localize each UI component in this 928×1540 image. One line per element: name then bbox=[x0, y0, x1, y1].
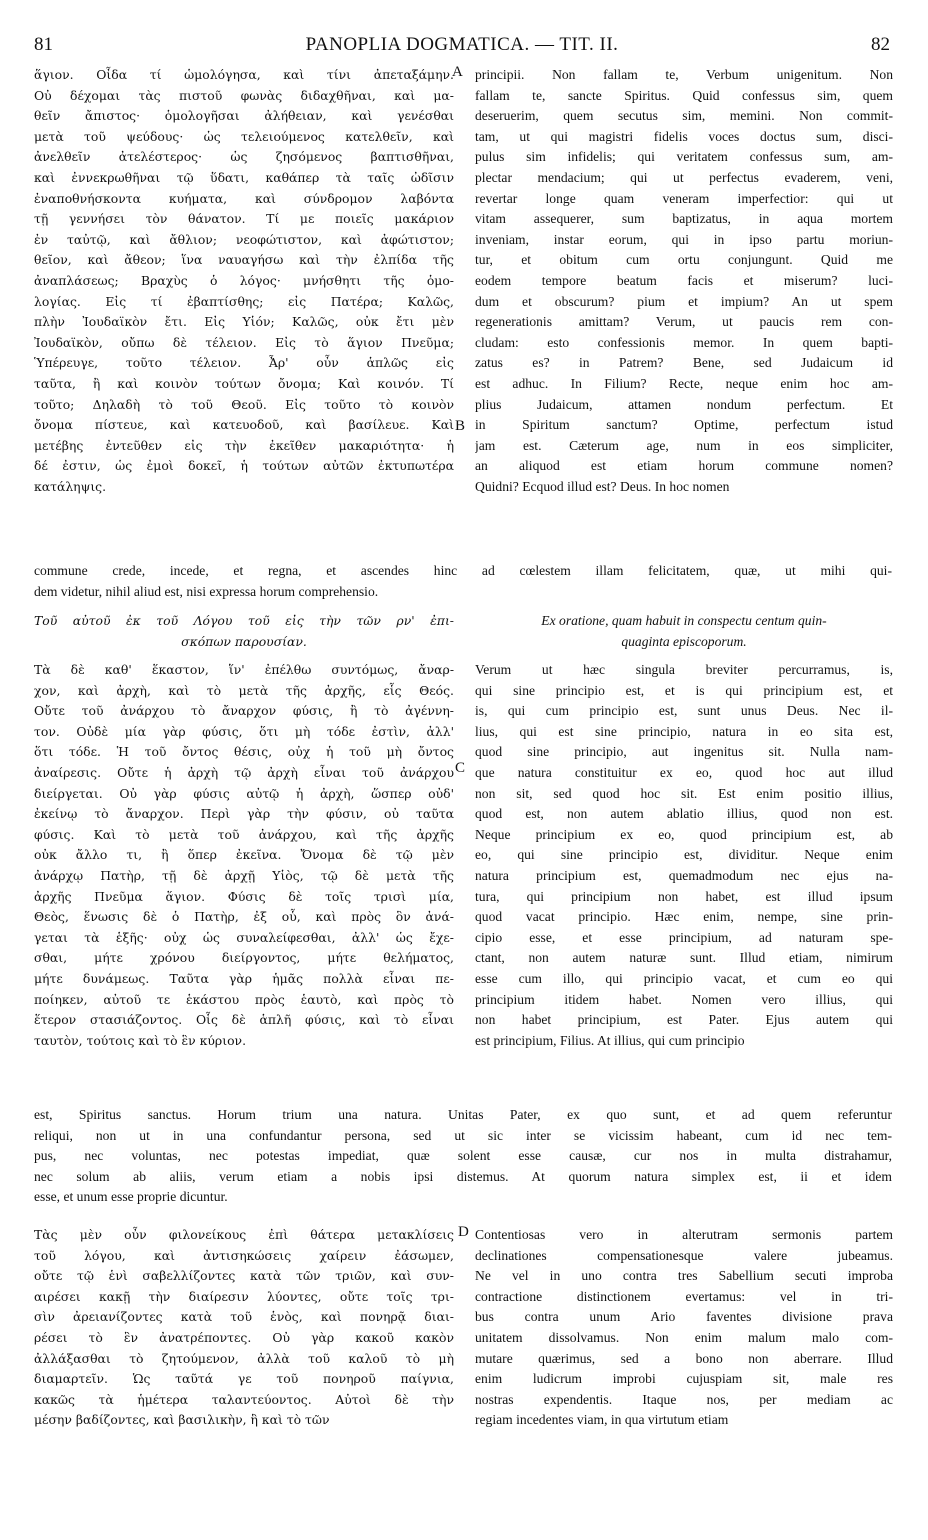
greek-text-line: Ὑπέρευγε, τοῦτο τέλειον. Ἆρ' οὖν ἁπλῶς εἰς bbox=[34, 355, 454, 371]
greek-text-line: ὄνομα πίστευε, καὶ κατευοδοῦ, καὶ βασίλευε. Καὶ bbox=[34, 417, 454, 433]
latin-text-line: nec solum ab aliis, verum etiam a nobis ipsi distemus. At quorum natura simplex est, ii et idem bbox=[34, 1168, 892, 1184]
latin-column-section-2 bbox=[475, 661, 893, 1052]
latin-text-line: contractione distinctionem evertamus: vel in tri- bbox=[475, 1288, 893, 1304]
greek-text-line: τοῦτο; Δηλαδὴ τὸ τοῦ Θεοῦ. Εἰς τοῦτο τὸ κοινὸν bbox=[34, 396, 454, 412]
latin-text-line: plius Judaicum, attamen nondum perfectum. Et bbox=[475, 396, 893, 412]
latin-text-line: Verum ut hæc singula breviter percurramus, is, bbox=[475, 662, 893, 677]
greek-text-line: τον. Οὐδὲ μία γὰρ φύσις, ὅτι μὴ τόδε ἐστὶν, ἀλλ' bbox=[34, 723, 454, 739]
latin-text-line: est, Spiritus sanctus. Horum trium una natura. Unitas Pater, ex quo sunt, et ad quem referuntur bbox=[34, 1107, 892, 1122]
greek-section-heading bbox=[34, 612, 454, 653]
latin-text-line: esse cum illo, qui principio vacat, et cum eo qui bbox=[475, 970, 893, 986]
greek-text-line: Τὰ δὲ καθ' ἕκαστον, ἵν' ἐπέλθω συντόμως, ἄναρ- bbox=[34, 662, 454, 677]
latin-text-line: tam, ut qui magistri fidelis voces doctus sum, disci- bbox=[475, 128, 893, 144]
greek-text-line: ταῦτα, ἢ καὶ κοινὸν τούτων ὄνομα; Καὶ κοινόν. Τί bbox=[34, 375, 454, 391]
latin-text-line: unitatem dissolvamus. Non enim malum malo com- bbox=[475, 1329, 893, 1345]
latin-text-line: regiam incedentes viam, in qua virtutum etiam bbox=[475, 1412, 729, 1428]
greek-text-line: κακῶς τὰ ἡμέτερα ταλαντεύοντος. Αὐτοὶ δὲ τὴν bbox=[34, 1391, 454, 1407]
running-header bbox=[34, 34, 890, 58]
latin-text-line: zatus es? in Patrem? Bene, sed Judaicum id bbox=[475, 355, 893, 371]
latin-text-line: dem videtur, nihil aliud est, nisi expressa horum comprehensio. bbox=[34, 583, 379, 599]
latin-text-line: cipio esse, et esse principium, ad naturam spe- bbox=[475, 929, 893, 945]
greek-text-line: ὅτι τόδε. Ἡ τοῦ ὄντος θέσις, οὐχ ἡ τοῦ μὴ ὄντος bbox=[34, 744, 454, 760]
latin-text-line: is, qui cum principio est, sunt unus Deus. Nec il- bbox=[475, 703, 893, 719]
greek-text-line: ταυτὸν, τούτοις καὶ τὸ ἓν κύριον. bbox=[34, 1032, 247, 1048]
latin-text-line: commune crede, incede, et regna, et ascendes hinc ad cœlestem illam felicitatem, quæ, ut mihi qui- bbox=[34, 563, 892, 578]
latin-text-line: principium itidem habet. Nomen vero illius, qui bbox=[475, 991, 893, 1007]
latin-text-line: cludam: esto confessionis memor. In quem bapti- bbox=[475, 334, 893, 350]
latin-text-line: ctant, non autem naturæ sunt. Illud etiam, nimirum bbox=[475, 950, 893, 966]
greek-text-line: ἕτερον στασιάζοντος. Οἷς δὲ ἁπλῆ φύσις, καὶ τὸ εἶναι bbox=[34, 1012, 454, 1028]
latin-text-line: est principium, Filius. At illius, qui cum principio bbox=[475, 1032, 745, 1048]
greek-text-line: μέσην βαδίζοντες, καὶ βασιλικὴν, ἣ καὶ τὸ τῶν bbox=[34, 1412, 330, 1428]
full-width-text-section-1 bbox=[34, 562, 892, 603]
latin-text-line: Contentiosas vero in alterutram sermonis partem bbox=[475, 1227, 893, 1242]
greek-text-line: σθαι, μήτε χρόνου διείργοντος, μήτε θελήματος, bbox=[34, 950, 454, 966]
greek-text-line: ἀνελθεῖν ἀτελέστερος· ὡς ζησόμενος βαπτισθῆναι, bbox=[34, 149, 454, 165]
margin-marker-d: D bbox=[458, 1224, 469, 1240]
latin-heading-line: quaginta episcoporum. bbox=[621, 633, 747, 649]
latin-text-line: Quidni? Ecquod illud est? Deus. In hoc nomen bbox=[475, 478, 730, 494]
greek-text-line: τῇ γεννήσει τὸν θάνατον. Τί με ποιεῖς μακάριον bbox=[34, 211, 454, 227]
latin-column-section-1 bbox=[475, 66, 893, 498]
latin-text-line: in Spiritum sanctum? Optime, perfectum istud bbox=[475, 417, 893, 433]
greek-text-line: κατάληψις. bbox=[34, 478, 107, 494]
greek-text-line: γεται τὰ ἑξῆς· οὐχ ὡς συναλείφεσθαι, ἀλλ' ὡς ἔχε- bbox=[34, 929, 454, 945]
latin-text-line: nostras expendentis. Itaque nos, per mediam ac bbox=[475, 1391, 893, 1407]
latin-text-line: dum et obscurum? pium et impium? An ut spem bbox=[475, 293, 893, 309]
greek-text-line: αιρέσει κακῇ τὴν διαίρεσιν λύοντες, οὔτε τοῖς τρι- bbox=[34, 1288, 454, 1304]
latin-text-line: plectar mendacium; qui ut perfectus evaderem, veni, bbox=[475, 169, 893, 185]
latin-text-line: non habet principium, est Pater. Ejus autem qui bbox=[475, 1012, 893, 1028]
full-width-text-section-2 bbox=[34, 1106, 892, 1209]
page-number-left: 81 bbox=[34, 34, 53, 55]
greek-text-line: ἅγιον. Οἶδα τί ὡμολόγησα, καὶ τίνι ἀπεταξάμην. bbox=[34, 67, 454, 82]
latin-text-line: quod est, non autem ablatio illius, quod non est. bbox=[475, 806, 893, 822]
greek-text-line: ἐκείνῳ τὸ ἄναρχον. Περὶ γὰρ τὴν φύσιν, οὐ ταῦτα bbox=[34, 806, 454, 822]
greek-text-line: ἐν ταὐτῷ, καὶ ἄθλιον; νεοφώτιστον, καὶ ἀφώτιστον; bbox=[34, 231, 454, 247]
latin-text-line: pus, nec voluntas, nec potestas impediat, quæ solent esse causæ, cur nos in multa distrahamur, bbox=[34, 1148, 892, 1164]
greek-text-line: μετὰ τοῦ ψεύδους· ὡς τελειούμενος κατελθεῖν, καὶ bbox=[34, 128, 454, 144]
latin-text-line: revertar longe quam veneram imperfectior: qui ut bbox=[475, 190, 893, 206]
greek-text-line: τοῦ λόγου, καὶ ἀντισηκώσεις χαίρειν ἐάσωμεν, bbox=[34, 1247, 454, 1263]
latin-text-line: regenerationis amittam? Verum, ut paucis rem con- bbox=[475, 314, 893, 330]
greek-text-line: διείργεται. Οὐ γὰρ φύσις αὐτῷ ἡ ἀρχὴ, ὥσπερ οὐδ' bbox=[34, 785, 454, 801]
latin-text-line: qui sine principio est, et is qui principium est, et bbox=[475, 682, 893, 698]
greek-text-line: θεῖον, καὶ ἄθεον; ἵνα ναυαγήσω καὶ τὴν ἐλπίδα τῆς bbox=[34, 252, 454, 268]
greek-text-line: μετέβης ἐντεῦθεν εἰς τὴν ἐκεῖθεν μακαριότητα· ἡ bbox=[34, 437, 454, 453]
latin-text-line: an aliquod est etiam horum commune nomen? bbox=[475, 458, 893, 474]
latin-text-line: pulus sim infidelis; qui veritatem confessus sum, am- bbox=[475, 149, 893, 165]
latin-text-line: declinationes compensationesque valere jubeamus. bbox=[475, 1247, 893, 1263]
greek-text-line: ἀρχῆς Πνεῦμα ἅγιον. Φύσις δὲ τοῖς τρισὶ μία, bbox=[34, 888, 454, 904]
greek-text-line: ἀνάρχῳ Πατὴρ, τῇ δὲ ἀρχῇ Υἱὸς, τῷ δὲ μετὰ τῆς bbox=[34, 867, 454, 883]
latin-text-line: principii. Non fallam te, Verbum unigenitum. Non bbox=[475, 67, 893, 82]
margin-marker-c: C bbox=[455, 760, 466, 776]
latin-column-section-3 bbox=[475, 1226, 893, 1432]
latin-text-line: enim ludicrum improbi cujuspiam sit, male res bbox=[475, 1371, 893, 1387]
greek-text-line: καὶ ἐννεκρωθῆναι τῷ ὕδατι, καθάπερ τὰ ταῖς ὠδῖσιν bbox=[34, 169, 454, 185]
latin-text-line: jam est. Cæterum age, num in eos simpliciter, bbox=[475, 437, 893, 453]
latin-text-line: tura, qui principium non habet, est illud ipsum bbox=[475, 888, 893, 904]
greek-text-line: φύσις. Καὶ τὸ μετὰ τοῦ ἀνάρχου, καὶ τῆς ἀρχῆς bbox=[34, 826, 454, 842]
greek-text-line: λογίας. Εἰς τί ἐβαπτίσθης; εἰς Πατέρα; Καλῶς, bbox=[34, 293, 454, 309]
latin-text-line: est adhuc. In Filium? Recte, neque enim hoc am- bbox=[475, 375, 893, 391]
latin-text-line: deseruerim, quem secutus sim, memini. Non commit- bbox=[475, 108, 893, 124]
latin-text-line: non sit, sed quod hoc sit. Est enim positio illius, bbox=[475, 785, 893, 801]
latin-heading-line: Ex oratione, quam habuit in conspectu centum quin- bbox=[541, 613, 827, 628]
running-title: PANOPLIA DOGMATICA. — TIT. II. bbox=[305, 34, 619, 55]
greek-heading-line: σκόπων παρουσίαν. bbox=[181, 633, 307, 649]
page-number-right: 82 bbox=[871, 34, 890, 55]
latin-text-line: lius, qui est sine principio, natura in eo sita est, bbox=[475, 723, 893, 739]
latin-text-line: Neque principium ex eo, quod principium est, ab bbox=[475, 826, 893, 842]
greek-text-line: πλὴν Ἰουδαϊκὸν ἔτι. Εἰς Υἱόν; Καλῶς, οὐκ ἔτι μὲν bbox=[34, 314, 454, 330]
greek-column-section-2 bbox=[34, 661, 454, 1052]
greek-text-line: ἀλλάξασθαι τὸ ζητούμενον, ἀλλὰ τοῦ καλοῦ τὸ μὴ bbox=[34, 1350, 454, 1366]
latin-text-line: vitam assequerer, sum baptizatus, in aqua mortem bbox=[475, 211, 893, 227]
greek-text-line: Οὐ δέχομαι τὰς πιστοῦ φωνὰς διδαχθῆναι, καὶ μα- bbox=[34, 87, 454, 103]
latin-text-line: reliqui, non ut in una confundantur persona, sed ut sic inter se vicissim habeant, cum id nec tem- bbox=[34, 1127, 892, 1143]
greek-text-line: χον, καὶ ἀρχὴ, καὶ τὸ μετὰ τῆς ἀρχῆς, εἷς Θεός. bbox=[34, 682, 454, 698]
greek-text-line: οὐκ ἄλλο τι, ἢ ὅπερ ἐκεῖνα. Ὄνομα δὲ τῷ μὲν bbox=[34, 847, 454, 863]
greek-text-line: θεῖν ἄπιστος· ὁμολογῆσαι ἀλήθειαν, καὶ γενέσθαι bbox=[34, 108, 454, 124]
greek-text-line: Οὔτε τοῦ ἀνάρχου τὸ ἄναρχον φύσις, ἢ τὸ ἀγέννη- bbox=[34, 703, 454, 719]
latin-text-line: inveniam, instar eorum, qui in ipso partu moriun- bbox=[475, 231, 893, 247]
latin-text-line: quod vacat principio. Hæc enim, nempe, sine prin- bbox=[475, 909, 893, 925]
greek-heading-line: Τοῦ αὐτοῦ ἐκ τοῦ Λόγου τοῦ εἰς τὴν τῶν ρν' ἐπι- bbox=[34, 613, 454, 628]
latin-text-line: esse, et unum esse proprie dicuntur. bbox=[34, 1189, 228, 1205]
greek-text-line: ἀναίρεσις. Οὔτε ἡ ἀρχὴ τῷ ἀρχὴ εἶναι τοῦ ἀνάρχου bbox=[34, 764, 454, 780]
latin-section-heading bbox=[475, 612, 893, 653]
greek-text-line: ἐναποθνήσκοντα κυήματα, καὶ σύνδρομον λαβόντα bbox=[34, 190, 454, 206]
latin-text-line: bus contra unum Ario faventes divisione prava bbox=[475, 1309, 893, 1325]
latin-text-line: eodem tempore beatum facis et miserum? luci- bbox=[475, 272, 893, 288]
margin-marker-a: A bbox=[452, 64, 463, 80]
greek-text-line: Ἰουδαϊκὸν, οὔπω δὲ τέλειον. Εἰς τὸ ἅγιον Πνεῦμα; bbox=[34, 334, 454, 350]
greek-text-line: δέ ἐστιν, ὡς ἐμοὶ δοκεῖ, ἡ τούτων αὐτῶν ἐκτυπωτέρα bbox=[34, 458, 454, 474]
greek-text-line: ρέσει τὸ ἓν ἀνατρέποντες. Οὐ γὰρ κακοῦ κακὸν bbox=[34, 1329, 454, 1345]
latin-text-line: quod sine principio, aut ingenitus sit. Nulla nam- bbox=[475, 744, 893, 760]
latin-text-line: tur, et obitum cum ortu conjungunt. Quid me bbox=[475, 252, 893, 268]
latin-text-line: natura principium est, quemadmodum nec ejus na- bbox=[475, 867, 893, 883]
greek-text-line: Τὰς μὲν οὖν φιλονείκους ἐπὶ θάτερα μετακλίσεις bbox=[34, 1227, 454, 1242]
greek-text-line: οὔτε τῷ ἑνὶ σαβελλίζοντες κατὰ τῶν τριῶν, καὶ συν- bbox=[34, 1268, 454, 1284]
greek-text-line: ποίηκεν, αὐτοῦ τε ἑκάστου πρὸς ἑαυτὸ, καὶ πρὸς τὸ bbox=[34, 991, 454, 1007]
greek-text-line: Θεὸς, ἕνωσις δὲ ὁ Πατὴρ, ἐξ οὗ, καὶ πρὸς ὃν ἀνά- bbox=[34, 909, 454, 925]
greek-text-line: ἀναπλάσεως; Βραχὺς ὁ λόγος· μνήσθητι τῆς ὁμο- bbox=[34, 272, 454, 288]
greek-text-line: σὶν ἀρειανίζοντες κατὰ τοῦ ἑνὸς, καὶ πονηρᾷ διαι- bbox=[34, 1309, 454, 1325]
latin-text-line: fallam te, sancte Spiritus. Quid confessus sim, quem bbox=[475, 87, 893, 103]
greek-text-line: μήτε δυνάμεως. Ταῦτα γὰρ ἡμᾶς πολλὰ εἶναι πε- bbox=[34, 970, 454, 986]
margin-marker-b: B bbox=[455, 418, 466, 434]
greek-column-section-3 bbox=[34, 1226, 454, 1432]
greek-column-section-1 bbox=[34, 66, 454, 498]
latin-text-line: que natura constituitur ex eo, quod hoc aut illud bbox=[475, 764, 893, 780]
latin-text-line: mutare quærimus, sed a bono non aberrare. Illud bbox=[475, 1350, 893, 1366]
latin-text-line: Ne vel in uno contra tres Sabellium secuti improba bbox=[475, 1268, 893, 1284]
greek-text-line: διαμαρτεῖν. Ὡς ταῦτά γε τοῦ πονηροῦ παίγνια, bbox=[34, 1371, 454, 1387]
latin-text-line: eo, qui sine principio est, dividitur. Neque enim bbox=[475, 847, 893, 863]
